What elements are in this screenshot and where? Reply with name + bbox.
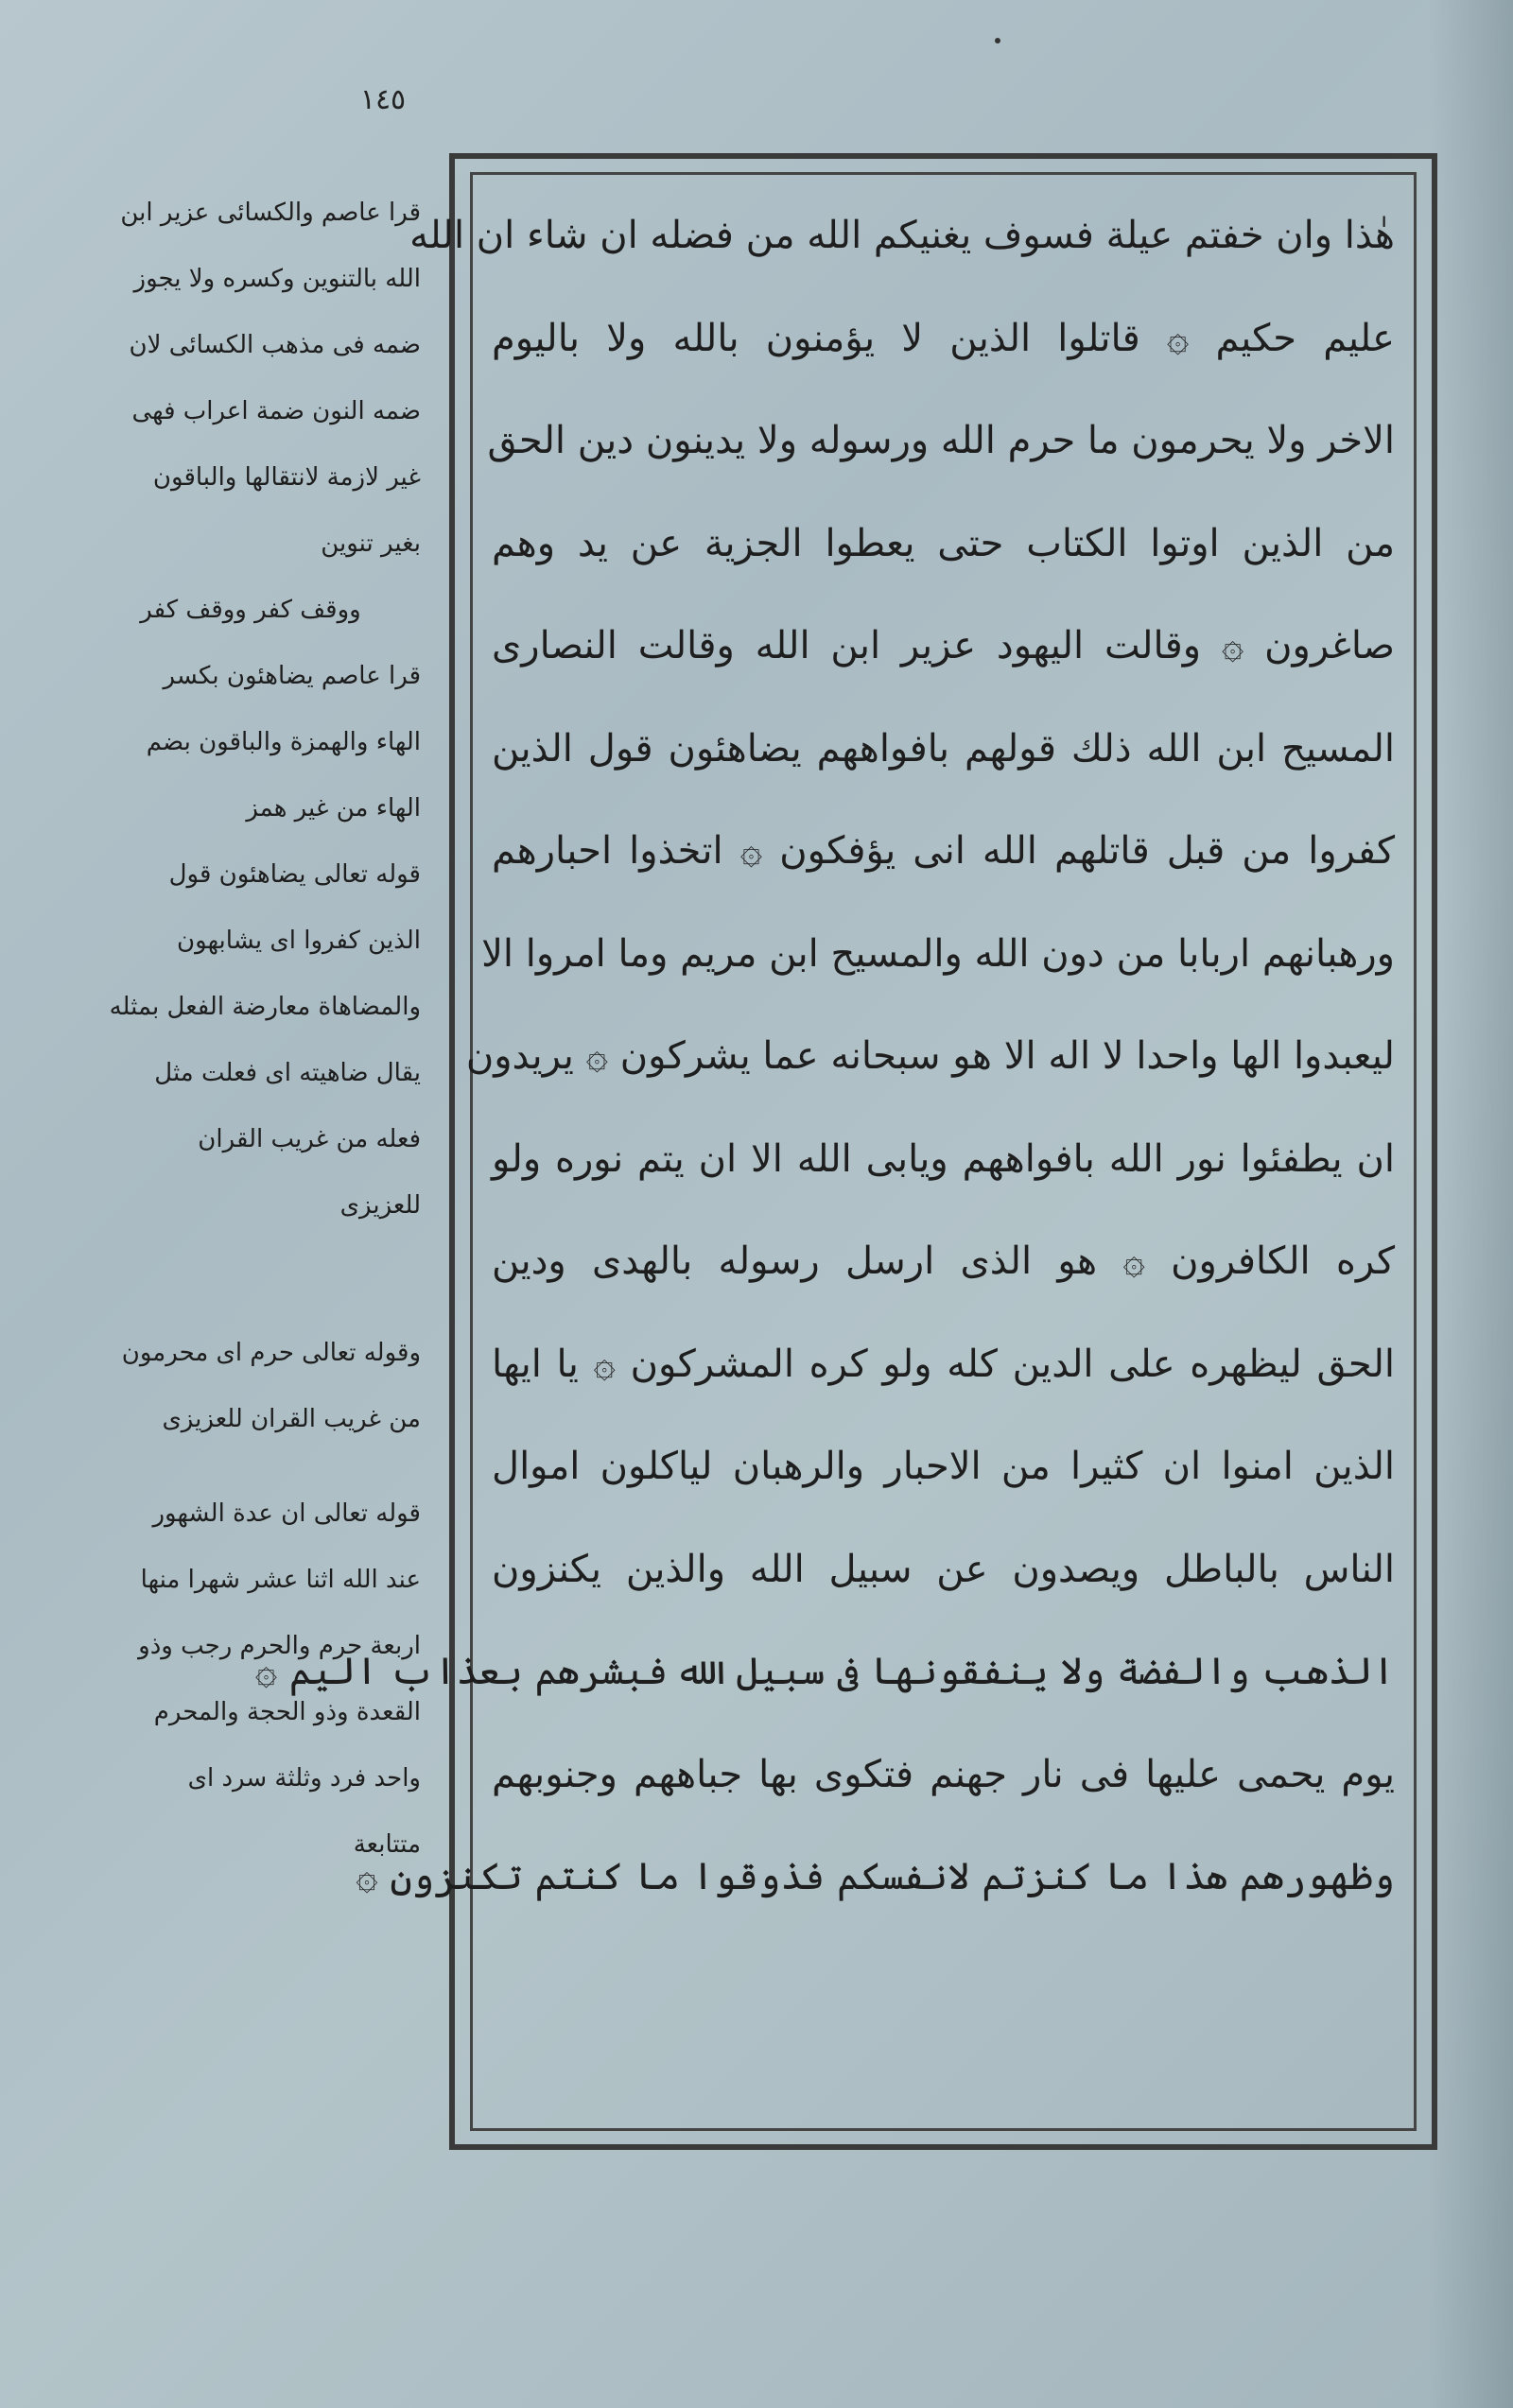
main-text-line: كره الكافرون ۞ هو الذى ارسل رسوله بالهدى ودين <box>492 1239 1395 1283</box>
margin-note-line: الذين كفروا اى يشابهون <box>177 927 421 955</box>
margin-note-line: قرا عاصم يضاهئون بكسر <box>163 662 421 690</box>
main-text-line: الذهب والفضة ولا ينفقونها فى سبيل الله فبشرهم بعذاب اليم ۞ <box>254 1650 1395 1693</box>
margin-note-line: قوله تعالى ان عدة الشهور <box>152 1499 421 1528</box>
margin-note-line: وقوله تعالى حرم اى محرمون <box>121 1339 421 1367</box>
margin-note-line: والمضاهاة معارضة الفعل بمثله <box>109 993 421 1021</box>
main-text-line: الناس بالباطل ويصدون عن سبيل الله والذين يكنزون <box>492 1547 1395 1591</box>
margin-note-line: قرا عاصم والكسائى عزير ابن <box>120 199 421 227</box>
margin-note-line: فعله من غريب القران <box>198 1125 421 1153</box>
margin-note-line: غير لازمة لانتقالها والباقون <box>152 463 421 492</box>
margin-commentary <box>80 180 421 1878</box>
main-text-line: ورهبانهم اربابا من دون الله والمسيح ابن مريم وما امروا الا <box>481 931 1395 976</box>
margin-note-line: عند الله اثنا عشر شهرا منها <box>140 1566 421 1594</box>
main-text-line: الحق ليظهره على الدين كله ولو كره المشركون ۞ يا ايها <box>492 1342 1395 1386</box>
page-edge-shadow <box>1428 0 1513 2408</box>
page-number: ١٤٥ <box>359 83 407 116</box>
main-text-line: الاخر ولا يحرمون ما حرم الله ورسوله ولا يدينون دين الحق <box>487 419 1395 462</box>
margin-note-line: قوله تعالى يضاهئون قول <box>168 860 421 889</box>
margin-note-line: الهاء والهمزة والباقون بضم <box>146 728 421 756</box>
margin-note-line: من غريب القران للعزيزى <box>162 1405 421 1433</box>
main-text-line: المسيح ابن الله ذلك قولهم بافواههم يضاهئون قول الذين <box>492 726 1395 771</box>
main-text-line: كفروا من قبل قاتلهم الله انى يؤفكون ۞ اتخذوا احبارهم <box>492 829 1395 873</box>
margin-note-line: يقال ضاهيته اى فعلت مثل <box>154 1059 421 1087</box>
margin-gap <box>80 1452 421 1481</box>
main-text-line: وظهورهم هذا ما كنزتم لانفسكم فذوقوا ما كنتم تكنزون ۞ <box>356 1855 1395 1898</box>
margin-note-line: الله بالتنوين وكسره ولا يجوز <box>133 265 421 293</box>
main-text-line: عليم حكيم ۞ قاتلوا الذين لا يؤمنون بالله ولا باليوم <box>492 316 1395 360</box>
main-text-line: صاغرون ۞ وقالت اليهود عزير ابن الله وقالت النصارى <box>492 624 1395 667</box>
margin-note-pause-mark: ووقف كفر ووقف كفر <box>140 596 361 624</box>
main-text-line: ان يطفئوا نور الله بافواههم ويابى الله الا ان يتم نوره ولو <box>492 1136 1395 1181</box>
main-text-line: هٰذا وان خفتم عيلة فسوف يغنيكم الله من فضله ان شاء ان الله <box>409 214 1395 257</box>
main-text-line: الذين امنوا ان كثيرا من الاحبار والرهبان لياكلون اموال <box>492 1445 1395 1488</box>
margin-gap <box>80 1239 421 1320</box>
margin-note-line: القعدة وذو الحجة والمحرم <box>153 1698 421 1726</box>
margin-note-line: الهاء من غير همز <box>246 794 421 823</box>
margin-note-line: بغير تنوين <box>321 529 421 558</box>
main-text-line: يوم يحمى عليها فى نار جهنم فتكوى بها جباههم وجنوبهم <box>492 1752 1395 1796</box>
margin-note-line: واحد فرد وثلثة سرد اى <box>187 1764 421 1793</box>
margin-note-line: اربعة حرم والحرم رجب وذو <box>138 1632 421 1660</box>
margin-note-line: متتابعة <box>353 1830 421 1859</box>
margin-note-line: للعزيزى <box>339 1191 421 1220</box>
margin-note-line: ضمه النون ضمة اعراب فهى <box>131 397 421 425</box>
ink-dot <box>995 38 1000 43</box>
main-text-line: ليعبدوا الها واحدا لا اله الا هو سبحانه عما يشركون ۞ يريدون <box>465 1034 1395 1078</box>
margin-note-line: ضمه فى مذهب الكسائى لان <box>129 331 421 359</box>
main-text-line: من الذين اوتوا الكتاب حتى يعطوا الجزية عن يد وهم <box>492 521 1396 565</box>
